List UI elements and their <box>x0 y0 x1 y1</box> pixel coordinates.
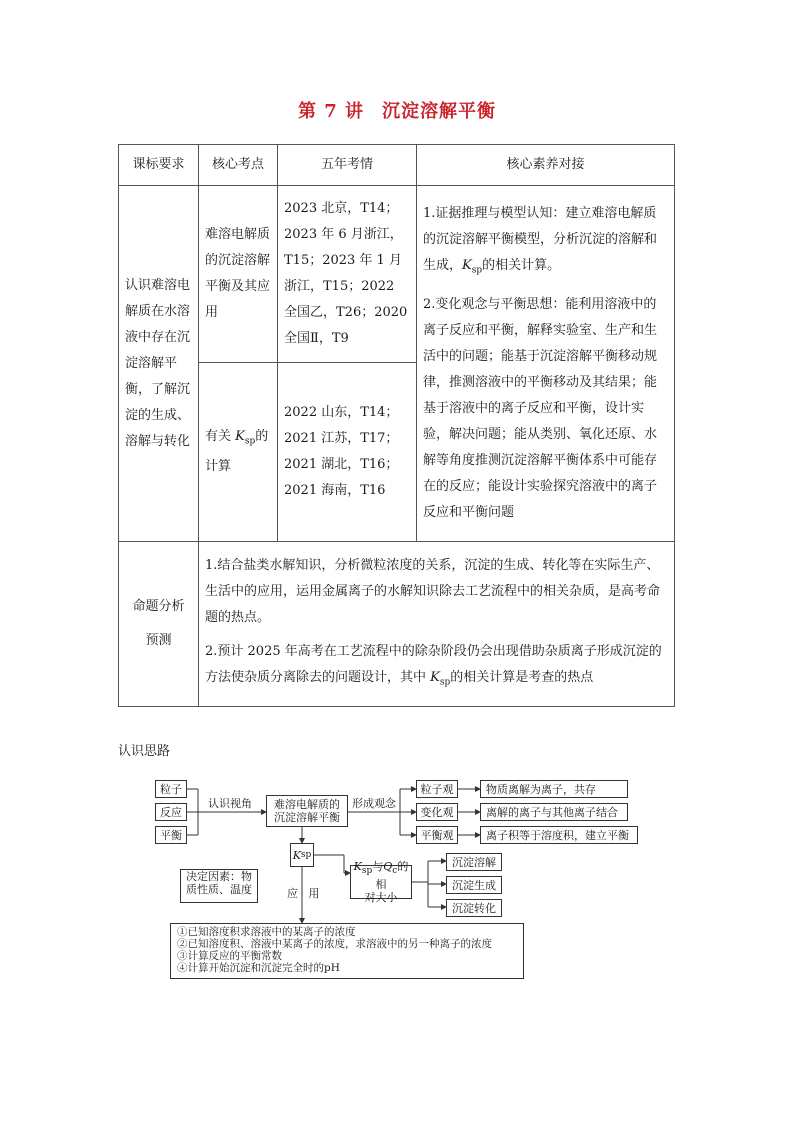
perspective-label: 认识视角 <box>208 797 252 810</box>
lecture-number: 第 7 讲 <box>297 101 365 122</box>
table-row <box>119 186 675 363</box>
header-requirement: 课标要求 <box>119 145 199 186</box>
header-literacy: 核心素养对接 <box>417 145 675 186</box>
outcome-dissolve-box: 沉淀溶解 <box>446 853 502 871</box>
requirement-cell: 认识难溶电解质在水溶液中存在沉淀溶解平衡，了解沉淀的生成、溶解与转化 <box>119 186 199 542</box>
concept-label: 形成观念 <box>352 797 396 810</box>
literacy-paragraph-2: 2.变化观念与平衡思想：能利用溶液中的离子反应和平衡，解释实验室、生产和生活中的问题；能基于沉淀溶解平衡移动规律，推测溶液中的平衡移动及其结果；能基于溶液中的离子反应和平衡，设计实验，解决问题；能从类别、氧化还原、水解等角度推测沉淀溶解平衡体系中可能存在的反应；能设计实验探究溶液中的离子反应和平衡问题 <box>423 296 658 520</box>
forecast-label-cell: 命题分析 预测 <box>119 542 199 707</box>
view-box-balance: 平衡观 <box>416 826 458 844</box>
exams-2-cell: 2022 山东，T14；2021 江苏，T17；2021 湖北，T16；2021 海南，T16 <box>278 363 417 542</box>
equilibrium-box: 平衡 <box>155 826 187 844</box>
page-title <box>0 97 794 123</box>
lecture-topic: 沉淀溶解平衡 <box>382 101 497 122</box>
section-title: 认识思路 <box>118 744 171 759</box>
table-row <box>119 542 675 707</box>
forecast-paragraph-1: 1.结合盐类水解知识，分析微粒浓度的关系，沉淀的生成、转化等在实际生产、生活中的应用，运用金属离子的水解知识除去工艺流程中的相关杂质，是高考命题的热点。 <box>205 557 661 625</box>
forecast-cell <box>199 542 675 707</box>
view-desc-balance: 离子积等于溶度积，建立平衡 <box>480 826 638 844</box>
point-2-cell: 有关 $K_{sp}$的计算 <box>199 363 278 542</box>
forecast-paragraph-2: 2.预计 2025 年高考在工艺流程中的除杂阶段仍会出现借助杂质离子形成沉淀的方法使杂质分离除去的问题设计，其中 $K_{sp}$的相关计算是考查的热点 <box>205 643 662 688</box>
concept-diagram <box>150 777 650 983</box>
apply-label: 应 用 <box>287 887 320 900</box>
list-item: ②已知溶度积、溶液中某离子的浓度，求溶液中的另一种离子的浓度 <box>177 938 492 950</box>
overview-table <box>118 144 675 707</box>
header-exams: 五年考情 <box>278 145 417 186</box>
core-concept-box: 难溶电解质的 沉淀溶解平衡 <box>266 795 348 827</box>
ksp-qc-compare-box: $K_{sp}$与$Q_c$的相 对大小 <box>350 865 412 899</box>
literacy-cell <box>417 186 675 542</box>
list-item: ④计算开始沉淀和沉淀完全时的pH <box>177 962 340 974</box>
reaction-box: 反应 <box>155 803 187 821</box>
view-desc-change: 离解的离子与其他离子结合 <box>480 803 628 821</box>
list-item: ①已知溶度积求溶液中的某离子的浓度 <box>177 926 356 938</box>
point-1-cell: 难溶电解质的沉淀溶解平衡及其应用 <box>199 186 278 363</box>
table-header-row <box>119 145 675 186</box>
particle-box: 粒子 <box>155 780 187 798</box>
exams-1-cell: 2023 北京，T14；2023 年 6 月浙江，T15；2023 年 1 月浙江，T15；2022 全国乙，T26；2020 全国Ⅱ，T9 <box>278 186 417 363</box>
applications-box <box>170 923 524 979</box>
outcome-convert-box: 沉淀转化 <box>446 899 502 917</box>
ksp-box: K sp <box>290 843 314 867</box>
list-item: ③计算反应的平衡常数 <box>177 950 282 962</box>
factor-box: 决定因素：物 质性质、温度 <box>180 869 258 903</box>
view-desc-particle: 物质离解为离子，共存 <box>480 780 628 798</box>
header-points: 核心考点 <box>199 145 278 186</box>
outcome-form-box: 沉淀生成 <box>446 876 502 894</box>
view-box-particle: 粒子观 <box>416 780 458 798</box>
literacy-paragraph-1: 1.证据推理与模型认知：建立难溶电解质的沉淀溶解平衡模型，分析沉淀的溶解和生成，$K_{sp}$的相关计算。 <box>423 206 658 276</box>
view-box-change: 变化观 <box>416 803 458 821</box>
